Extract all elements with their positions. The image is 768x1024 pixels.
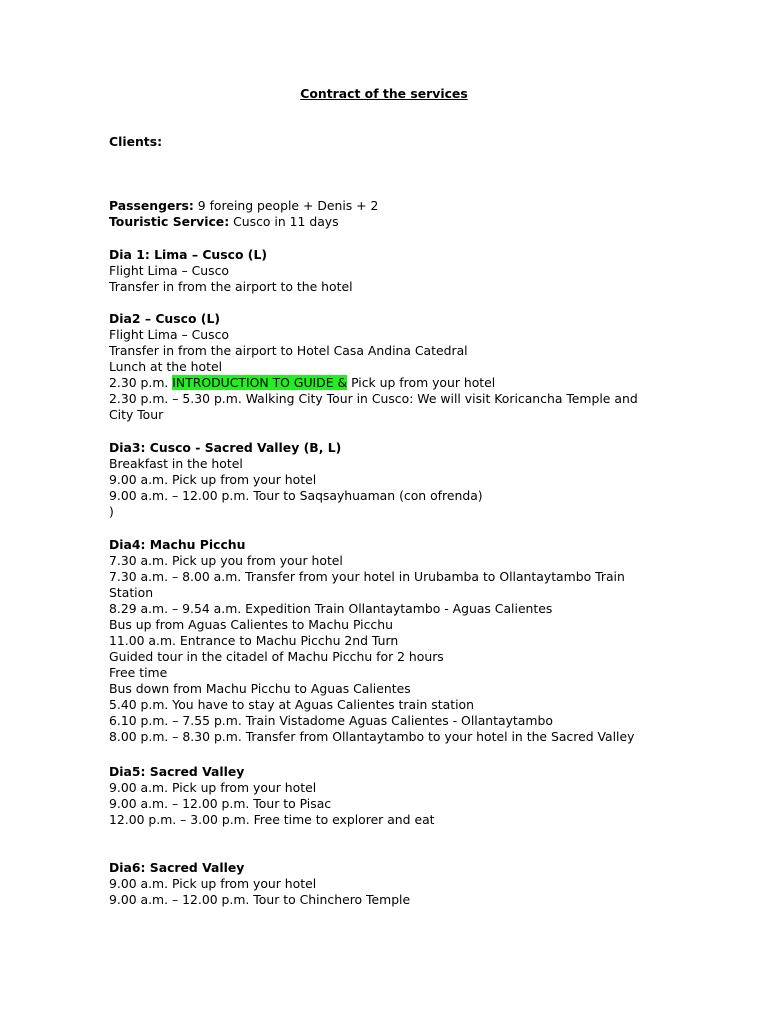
highlighted-text: INTRODUCTION TO GUIDE & bbox=[172, 375, 348, 390]
day4-section bbox=[109, 537, 669, 745]
passengers-value: 9 foreing people + Denis + 2 bbox=[193, 198, 379, 213]
day5-heading: Dia5: Sacred Valley bbox=[109, 764, 245, 779]
day5-line: 9.00 a.m. Pick up from your hotel bbox=[109, 780, 317, 795]
day4-heading: Dia4: Machu Picchu bbox=[109, 537, 246, 552]
day4-line: Bus up from Aguas Calientes to Machu Picchu bbox=[109, 617, 393, 632]
day6-line: 9.00 a.m. – 12.00 p.m. Tour to Chinchero Temple bbox=[109, 892, 411, 907]
service-value: Cusco in 11 days bbox=[229, 214, 339, 229]
day4-line: 7.30 a.m. Pick up you from your hotel bbox=[109, 553, 343, 568]
day4-line: 6.10 p.m. – 7.55 p.m. Train Vistadome Aguas Calientes - Ollantaytambo bbox=[109, 713, 553, 728]
day4-line: 8.00 p.m. – 8.30 p.m. Transfer from Ollantaytambo to your hotel in the Sacred Valley bbox=[109, 729, 635, 744]
day5-line: 12.00 p.m. – 3.00 p.m. Free time to explorer and eat bbox=[109, 812, 435, 827]
day2-tour-line: 2.30 p.m. – 5.30 p.m. Walking City Tour in Cusco: We will visit Koricancha Temple and City Tour bbox=[109, 391, 638, 422]
clients-section bbox=[109, 134, 669, 150]
day4-line: Guided tour in the citadel of Machu Picchu for 2 hours bbox=[109, 649, 444, 664]
day5-line: 9.00 a.m. – 12.00 p.m. Tour to Pisac bbox=[109, 796, 332, 811]
day3-heading: Dia3: Cusco - Sacred Valley (B, L) bbox=[109, 440, 342, 455]
day4-line: 8.29 a.m. – 9.54 a.m. Expedition Train Ollantaytambo - Aguas Calientes bbox=[109, 601, 553, 616]
day4-line: 5.40 p.m. You have to stay at Aguas Calientes train station bbox=[109, 697, 474, 712]
day5-section bbox=[109, 764, 669, 828]
passengers-line bbox=[109, 198, 669, 214]
day2-section bbox=[109, 311, 669, 423]
service-label: Touristic Service: bbox=[109, 214, 230, 229]
day2-intro-line bbox=[109, 375, 669, 391]
passengers-label: Passengers: bbox=[109, 198, 194, 213]
day4-line: Free time bbox=[109, 665, 168, 680]
day3-line: 9.00 a.m. – 12.00 p.m. Tour to Saqsayhuaman (con ofrenda) bbox=[109, 488, 483, 503]
day2-intro-time: 2.30 p.m. bbox=[109, 375, 173, 390]
day3-line: 9.00 a.m. Pick up from your hotel bbox=[109, 472, 317, 487]
day6-line: 9.00 a.m. Pick up from your hotel bbox=[109, 876, 317, 891]
day2-heading: Dia2 – Cusco (L) bbox=[109, 311, 221, 326]
clients-label: Clients: bbox=[109, 134, 163, 149]
day1-line: Flight Lima – Cusco bbox=[109, 263, 229, 278]
day3-line: ) bbox=[109, 504, 114, 519]
day4-line: Bus down from Machu Picchu to Aguas Calientes bbox=[109, 681, 411, 696]
day1-heading: Dia 1: Lima – Cusco (L) bbox=[109, 247, 268, 262]
day6-heading: Dia6: Sacred Valley bbox=[109, 860, 245, 875]
day2-line: Flight Lima – Cusco bbox=[109, 327, 229, 342]
day4-line: 7.30 a.m. – 8.00 a.m. Transfer from your hotel in Urubamba to Ollantaytambo Train Station bbox=[109, 569, 625, 600]
passenger-info bbox=[109, 198, 669, 230]
day1-line: Transfer in from the airport to the hotel bbox=[109, 279, 353, 294]
day2-line: Lunch at the hotel bbox=[109, 359, 223, 374]
day2-intro-rest: Pick up from your hotel bbox=[347, 375, 496, 390]
day4-line: 11.00 a.m. Entrance to Machu Picchu 2nd Turn bbox=[109, 633, 399, 648]
day3-section bbox=[109, 440, 669, 520]
service-line bbox=[109, 214, 669, 230]
day3-line: Breakfast in the hotel bbox=[109, 456, 243, 471]
day1-section bbox=[109, 247, 669, 295]
day6-section bbox=[109, 860, 669, 908]
day2-line: Transfer in from the airport to Hotel Casa Andina Catedral bbox=[109, 343, 468, 358]
page-title: Contract of the services bbox=[300, 86, 468, 101]
